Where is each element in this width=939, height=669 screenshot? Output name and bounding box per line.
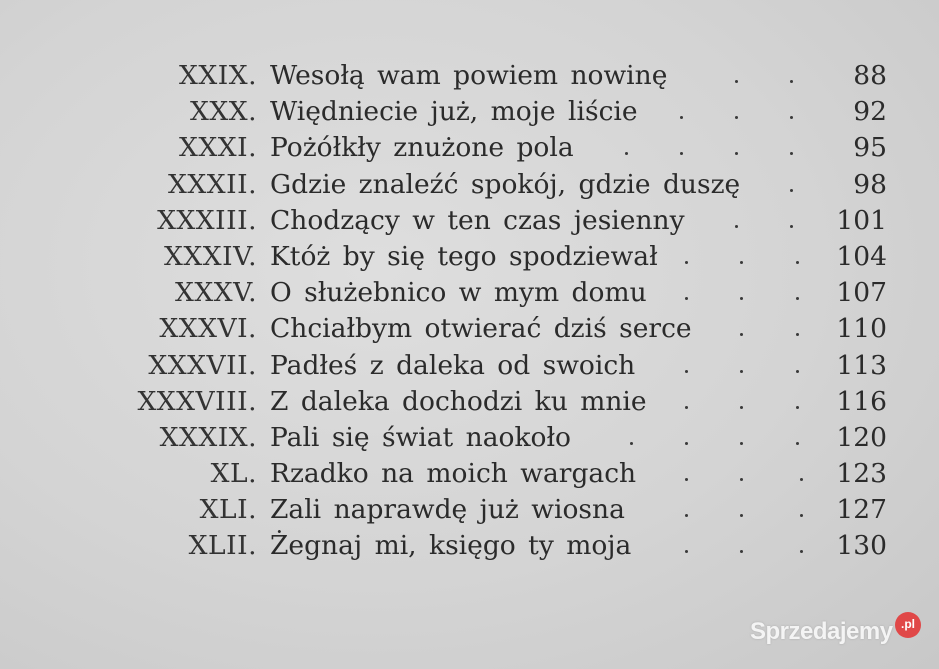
chapter-title: Pali się świat naokoło bbox=[270, 421, 572, 453]
leader-dot bbox=[685, 478, 688, 481]
leader-dot bbox=[625, 152, 628, 155]
leader-dot bbox=[800, 514, 803, 517]
chapter-number: XXXIII. bbox=[157, 204, 257, 236]
leader-dot bbox=[685, 514, 688, 517]
page-number: 113 bbox=[836, 349, 887, 381]
page-number: 95 bbox=[853, 132, 887, 164]
leader-dot bbox=[796, 442, 799, 445]
leader-dot bbox=[740, 333, 743, 336]
leader-dot bbox=[790, 189, 793, 192]
leader-dot bbox=[800, 550, 803, 553]
leader-dot bbox=[740, 478, 743, 481]
leader-dot bbox=[735, 152, 738, 155]
toc-entry bbox=[0, 384, 939, 420]
chapter-number: XLI. bbox=[199, 494, 257, 526]
page-number: 107 bbox=[836, 277, 887, 309]
chapter-title: Z daleka dochodzi ku mnie bbox=[270, 385, 647, 417]
chapter-number: XXX. bbox=[189, 96, 257, 128]
page-number: 110 bbox=[836, 313, 887, 345]
chapter-number: XLII. bbox=[188, 530, 257, 562]
toc-entry bbox=[0, 420, 939, 456]
chapter-title: Gdzie znaleźć spokój, gdzie duszę bbox=[270, 168, 741, 200]
chapter-title: Rzadko na moich wargach bbox=[270, 458, 637, 490]
leader-dot bbox=[790, 225, 793, 228]
page-number: 127 bbox=[836, 494, 887, 526]
leader-dot bbox=[680, 152, 683, 155]
chapter-number: XXXVI. bbox=[159, 313, 257, 345]
leader-dot bbox=[685, 261, 688, 264]
leader-dot bbox=[685, 406, 688, 409]
leader-dot bbox=[740, 406, 743, 409]
toc-entry bbox=[0, 275, 939, 311]
toc-entry bbox=[0, 456, 939, 492]
leader-dot bbox=[630, 442, 633, 445]
chapter-number: XXIX. bbox=[179, 60, 257, 91]
leader-dot bbox=[790, 152, 793, 155]
leader-dot bbox=[680, 116, 683, 119]
leader-dot bbox=[796, 261, 799, 264]
leader-dot bbox=[740, 297, 743, 300]
page-number: 123 bbox=[836, 458, 887, 490]
toc-entry bbox=[0, 94, 939, 130]
leader-dot bbox=[796, 333, 799, 336]
page-number: 101 bbox=[836, 204, 887, 236]
toc-entry bbox=[0, 167, 939, 203]
page-number: 92 bbox=[853, 96, 887, 128]
leader-dot bbox=[796, 297, 799, 300]
page-number: 98 bbox=[853, 168, 887, 200]
toc-entry bbox=[0, 528, 939, 564]
chapter-number: XXXIX. bbox=[159, 421, 257, 453]
toc-entry bbox=[0, 203, 939, 239]
chapter-number: XXXV. bbox=[174, 277, 257, 309]
page-number: 104 bbox=[836, 240, 887, 272]
toc-entry bbox=[0, 348, 939, 384]
chapter-title: Padłeś z daleka od swoich bbox=[270, 349, 636, 381]
chapter-title: O służebnico w mym domu bbox=[270, 277, 647, 309]
page-number: 130 bbox=[836, 530, 887, 562]
chapter-number: XXXIV. bbox=[164, 240, 257, 272]
leader-dot bbox=[740, 370, 743, 373]
leader-dot bbox=[740, 442, 743, 445]
leader-dot bbox=[685, 550, 688, 553]
chapter-title: Zali naprawdę już wiosna bbox=[270, 494, 625, 526]
table-of-contents bbox=[0, 58, 939, 565]
leader-dot bbox=[740, 550, 743, 553]
page-number: 88 bbox=[853, 60, 887, 91]
chapter-number: XL. bbox=[210, 458, 257, 490]
chapter-title: Chciałbym otwierać dziś serce bbox=[270, 313, 692, 345]
chapter-title: Wesołą wam powiem nowinę bbox=[270, 60, 668, 91]
chapter-title: Więdniecie już, moje liście bbox=[270, 96, 638, 128]
chapter-title: Żegnaj mi, księgo ty moja bbox=[270, 530, 632, 562]
leader-dot bbox=[685, 370, 688, 373]
toc-entry bbox=[0, 239, 939, 275]
page-number: 116 bbox=[836, 385, 887, 417]
chapter-number: XXXVIII. bbox=[137, 385, 257, 417]
chapter-number: XXXII. bbox=[168, 168, 257, 200]
toc-entry bbox=[0, 130, 939, 166]
leader-dot bbox=[735, 225, 738, 228]
leader-dot bbox=[790, 80, 793, 83]
leader-dot bbox=[735, 80, 738, 83]
leader-dot bbox=[685, 442, 688, 445]
watermark-badge: .pl bbox=[895, 612, 921, 638]
leader-dot bbox=[740, 261, 743, 264]
page-number: 120 bbox=[836, 421, 887, 453]
watermark-logo: Sprzedajemy bbox=[750, 618, 893, 645]
chapter-title: Któż by się tego spodziewał bbox=[270, 240, 658, 272]
chapter-number: XXXVII. bbox=[148, 349, 257, 381]
toc-entry bbox=[0, 58, 939, 94]
leader-dot bbox=[800, 478, 803, 481]
leader-dot bbox=[790, 116, 793, 119]
chapter-title: Pożółkły znużone pola bbox=[270, 132, 574, 164]
leader-dot bbox=[796, 406, 799, 409]
leader-dot bbox=[685, 297, 688, 300]
leader-dot bbox=[740, 514, 743, 517]
chapter-number: XXXI. bbox=[179, 132, 257, 164]
leader-dot bbox=[796, 370, 799, 373]
toc-entry bbox=[0, 492, 939, 528]
leader-dot bbox=[735, 116, 738, 119]
chapter-title: Chodzący w ten czas jesienny bbox=[270, 204, 685, 236]
toc-entry bbox=[0, 311, 939, 347]
